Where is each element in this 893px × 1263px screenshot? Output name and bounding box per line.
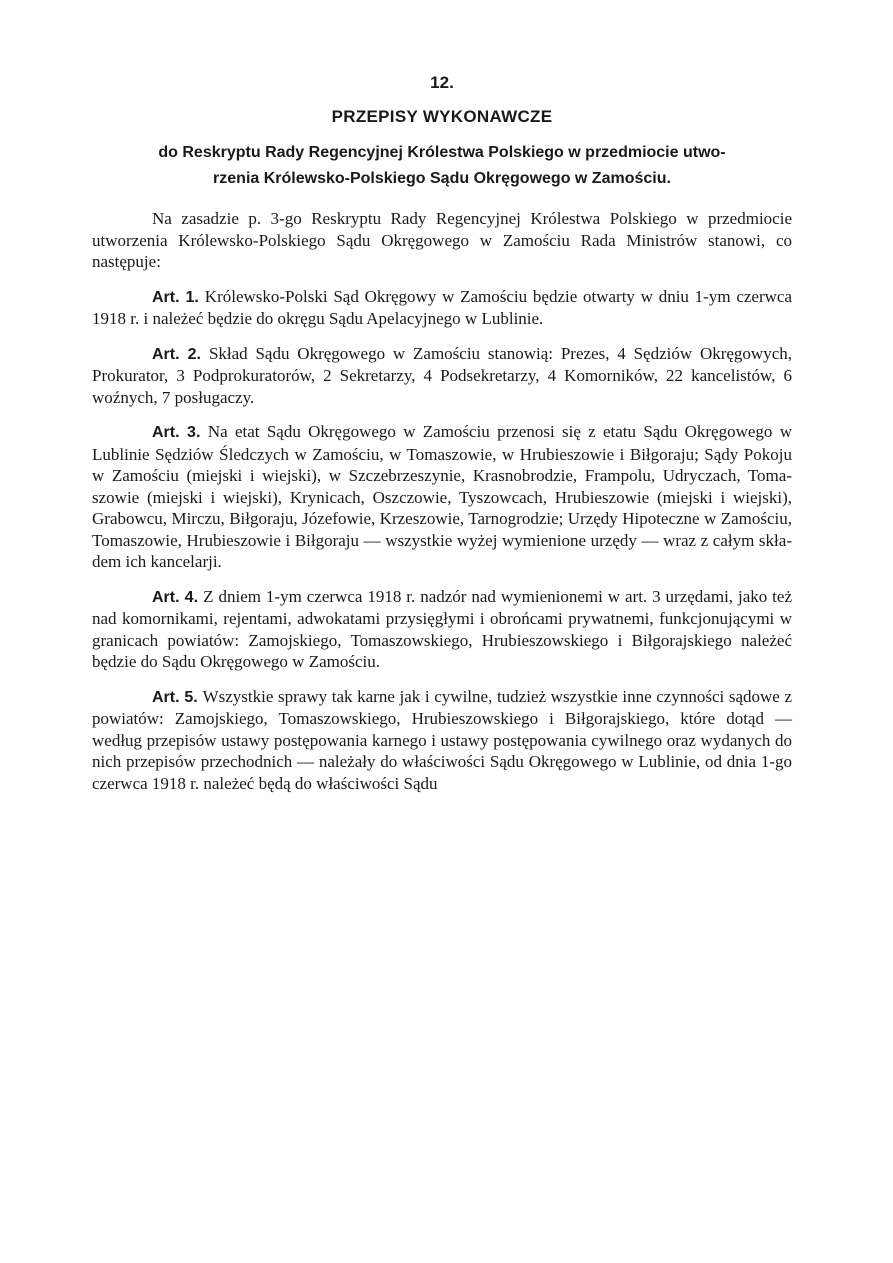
article-4-label: Art. 4.: [152, 588, 204, 606]
article-2-label: Art. 2.: [152, 345, 209, 363]
article-1-text: Królewsko-Polski Sąd Okręgowy w Zamościu będzie otwarty w dniu 1-ym czerwca 1918 r. i należeć będzie do okręgu Sądu Apelacyjnego w Lublinie.: [92, 286, 792, 328]
intro-block: [92, 208, 792, 273]
article-2-text: Skład Sądu Okręgowego w Zamościu stanowią: Prezes, 4 Sędziów Okręgowych, Prokurator, 3 Podprokuratorów, 2 Sekretarzy, 4 Podsekretarzy, 4 Komorników, 22 kancelistów, 6 woźnych, 7 posługaczy.: [92, 343, 793, 407]
article-3: [92, 421, 792, 573]
article-1: [92, 286, 792, 330]
document-title: PRZEPISY WYKONAWCZE: [331, 107, 553, 126]
article-3-text: Na etat Sądu Okręgowego w Zamościu przenosi się z etatu Sądu Okręgowego w Lublinie Sędziów Śledczych w Zamościu, w Tomaszowie, w Hrubieszowie i Biłgoraju; Sądy Pokoju w Zamościu (miejski i wiejski), w Szczebrzeszynie, Krasnobrodzie, Frampolu, Udryczach, Tomaszowie (miejski i wiejski), Krynicach, Oszczowie, Tyszowcach, Hrubieszowie (miejski i wiejski), Grabowcu, Mirczu, Biłgoraju, Józefowie, Krzeszowie, Tarnogrodzie; Urzędy Hipoteczne w Zamościu, Tomaszowie, Hrubieszowie i Biłgoraju — wszystkie wyżej wymienione urzędy — wraz z całym składem ich kancelarji.: [92, 422, 792, 571]
article-3-label: Art. 3.: [152, 424, 208, 441]
article-4: [92, 586, 792, 673]
document-page: [92, 70, 792, 794]
article-2: [92, 343, 792, 409]
subtitle-line-2: rzenia Królewsko-Polskiego Sądu Okręgowego w Zamościu.: [213, 170, 671, 187]
article-4-text: Z dniem 1-ym czerwca 1918 r. nadzór nad wymienionemi w art. 3 urzędami, jako też nad komornikami, rejentami, adwokatami przysięgłymi i obrońcami prywatnemi, funkcjonującymi w granicach powiatów: Zamojskiego, Tomaszowskiego, Hrubieszowskiego i Biłgorajskiego należeć będzie do Sądu Okręgowego w Zamościu.: [92, 586, 792, 671]
document-subtitle: [92, 140, 792, 192]
document-number: 12.: [430, 73, 454, 92]
article-1-label: Art. 1.: [152, 288, 205, 306]
subtitle-line-1: do Reskryptu Rady Regencyjnej Królestwa Polskiego w przedmiocie utwo-: [158, 144, 726, 161]
article-5-label: Art. 5.: [152, 688, 203, 706]
intro-paragraph: Na zasadzie p. 3-go Reskryptu Rady Regencyjnej Królestwa Polskiego w przedmiocie utworzenia Królewsko-Polskiego Sądu Okręgowego w Zamościu Rada Ministrów stanowi, co następuje:: [92, 209, 792, 271]
article-5: [92, 686, 792, 795]
article-5-text: Wszystkie sprawy tak karne jak i cywilne, tudzież wszystkie inne czynności sądowe z powiatów: Zamojskiego, Tomaszowskiego, Hrubieszowskiego i Biłgorajskiego, które dotąd — według przepisów ustawy postępowania karnego i ustawy postępowania cywilnego oraz wydanych do nich przepisów przechodnich — należały do właściwości Sądu Okręgowego w Lublinie, od dnia 1-go czerwca 1918 r. należeć będą do właściwości Sądu: [92, 686, 793, 793]
